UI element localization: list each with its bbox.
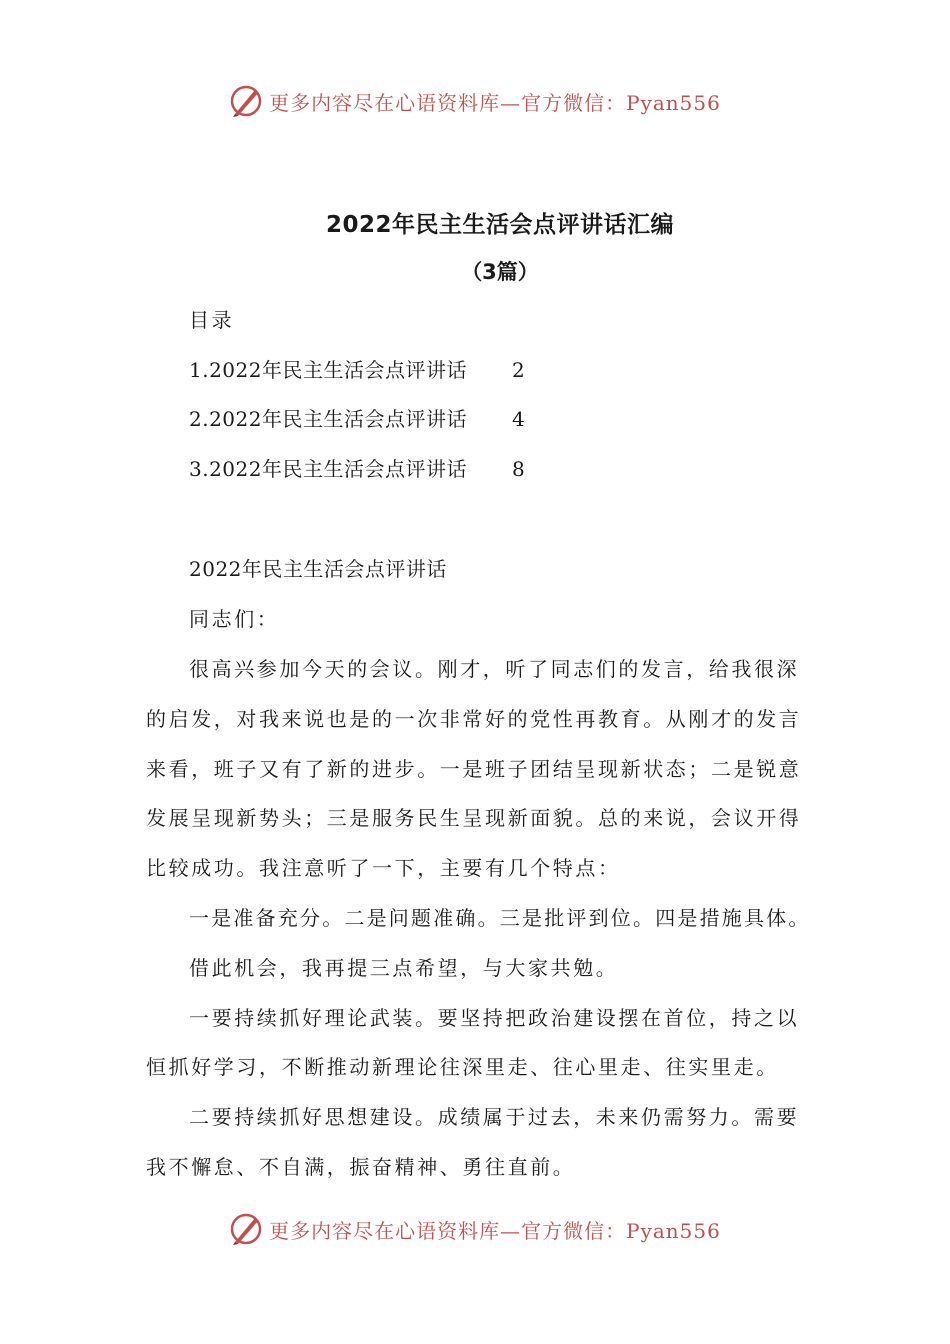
toc-item-label: 2.2022年民主生活会点评讲话 [189, 407, 467, 431]
toc-item-label: 1.2022年民主生活会点评讲话 [189, 358, 467, 382]
pen-logo-icon [229, 1212, 263, 1246]
watermark-text: 更多内容尽在心语资料库—官方微信：Pyan556 [269, 1218, 721, 1243]
salutation: 同志们： [189, 607, 280, 631]
toc-heading: 目录 [189, 308, 235, 332]
document-subtitle: （3篇） [461, 260, 539, 284]
body-line: 的启发，对我来说也是的一次非常好的党性再教育。从刚才的发言 [146, 707, 802, 731]
body-line: 发展呈现新势头；三是服务民生呈现新面貌。总的来说，会议开得 [146, 806, 802, 830]
document-title: 2022年民主生活会点评讲话汇编 [325, 212, 674, 238]
toc-item-page: 2 [512, 358, 525, 382]
body-line: 一要持续抓好理论武装。要坚持把政治建设摆在首位，持之以 [189, 1006, 800, 1030]
body-line: 很高兴参加今天的会议。刚才，听了同志们的发言，给我很深 [189, 657, 800, 681]
footer-watermark [0, 1212, 950, 1246]
body-line: 二要持续抓好思想建设。成绩属于过去，未来仍需努力。需要 [189, 1105, 800, 1129]
toc-item-page: 4 [512, 407, 525, 431]
toc-item[interactable] [189, 356, 525, 384]
body-line: 来看，班子又有了新的进步。一是班子团结呈现新状态；二是锐意 [146, 757, 802, 781]
toc-item[interactable] [189, 455, 525, 483]
toc-item-label: 3.2022年民主生活会点评讲话 [189, 457, 467, 481]
body-line: 借此机会，我再提三点希望，与大家共勉。 [189, 956, 619, 980]
body-line: 比较成功。我注意听了一下，主要有几个特点： [146, 856, 621, 880]
body-line: 我不懈怠、不自满，振奋精神、勇往直前。 [146, 1155, 576, 1179]
body-line: 一是准备充分。二是问题准确。三是批评到位。四是措施具体。 [189, 906, 811, 930]
body-line: 恒抓好学习，不断推动新理论往深里走、往心里走、往实里走。 [146, 1055, 779, 1079]
toc-item[interactable] [189, 405, 525, 433]
section-title: 2022年民主生活会点评讲话 [189, 557, 447, 581]
header-watermark [0, 84, 950, 118]
toc-item-page: 8 [512, 457, 525, 481]
watermark-text: 更多内容尽在心语资料库—官方微信：Pyan556 [269, 90, 721, 115]
pen-logo-icon [229, 84, 263, 118]
